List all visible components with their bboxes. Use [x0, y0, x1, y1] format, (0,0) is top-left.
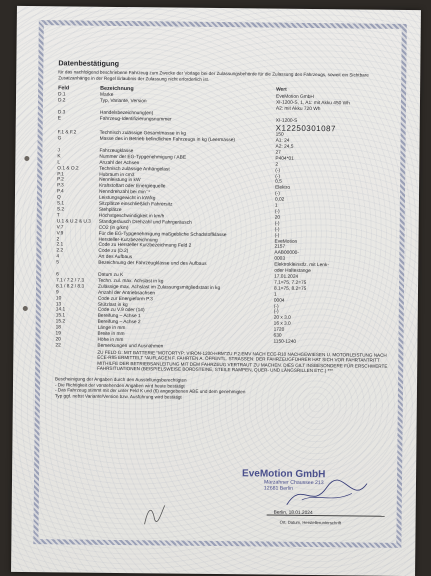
- row-wert: Elektro: [275, 185, 291, 192]
- row-feld: 22: [55, 343, 61, 349]
- row-bezeichnung: Datum zu K: [98, 272, 124, 278]
- row-wert: oder Haltestange: [274, 268, 311, 275]
- row-wert: 1: [273, 292, 277, 298]
- row-feld: F.1 & F.2: [57, 130, 77, 136]
- row-bezeichnung: Höchstgeschwindigkeit in km/h: [98, 213, 165, 220]
- row-wert: EveMotion: [274, 239, 298, 245]
- row-bezeichnung: Code zur Energieform P.3: [97, 296, 153, 302]
- row-feld: P.1: [57, 171, 64, 177]
- row-feld: S.1: [56, 201, 65, 207]
- row-feld: 6: [56, 272, 59, 278]
- row-feld: D.1: [58, 92, 66, 98]
- row-feld: P.2: [57, 177, 64, 183]
- row-bezeichnung: Code zu Hersteller Kurzbezeichnung Feld 2: [98, 243, 192, 250]
- row-feld: 9: [55, 290, 59, 296]
- row-bezeichnung: Nenndrehzahl bei min⁻¹: [98, 190, 150, 196]
- row-bezeichnung: Bereifung – Achse 2: [97, 319, 141, 326]
- row-wert: P404*01: [275, 156, 294, 162]
- document-sheet: [11, 6, 421, 576]
- row-feld: K: [57, 154, 61, 160]
- document-title: Datenbestätigung: [58, 58, 120, 68]
- row-feld: 15.2: [55, 319, 66, 325]
- row-feld: 18: [55, 325, 61, 331]
- row-bezeichnung: Sitzplätze einschließlich Fahrersitz: [98, 201, 173, 208]
- row-bezeichnung: Fahrzeugklasse: [99, 148, 134, 155]
- row-wert: 1150-1240: [273, 339, 297, 345]
- row-wert: 20 x 3.0: [273, 315, 291, 322]
- row-feld: 4: [56, 254, 60, 260]
- row-bezeichnung: Technisch zulässige Gesamtmasse in kg: [99, 130, 187, 137]
- row-wert: XI-1200-S, 1, A1: mit Akku 450 Wh: [275, 100, 350, 107]
- row-bezeichnung: Breite in mm: [97, 331, 125, 338]
- row-feld: 19: [55, 331, 61, 337]
- row-bezeichnung: Bemerkungen und Ausnahmen: [97, 343, 164, 350]
- row-feld: J: [57, 148, 60, 154]
- row-wert: (-): [273, 304, 279, 310]
- row-feld: 13: [55, 301, 62, 307]
- row-bezeichnung: Hubraum in cm3: [99, 172, 135, 178]
- row-feld: 5: [56, 260, 59, 266]
- row-feld: G: [57, 136, 62, 142]
- row-wert: 20: [274, 215, 281, 221]
- certification-heading: Bescheinigung der Angaben durch den Ausstellungsberechtigten: [55, 376, 187, 384]
- row-bezeichnung: Kraftstoffart oder Energiequelle: [99, 184, 166, 190]
- row-bezeichnung: Techn. zul. max. Achslast in kg: [98, 278, 164, 285]
- row-feld: U.1 & U.2 & U.3: [56, 219, 91, 225]
- row-wert: (-): [274, 227, 280, 233]
- row-bezeichnung: Hersteller-Kurzbezeichnung: [98, 237, 158, 243]
- header-bezeichnung: Bezeichnung: [100, 85, 134, 93]
- row-feld: 2.1: [56, 242, 64, 248]
- row-feld: 7.1 / 7.2 / 7.3: [56, 278, 85, 284]
- row-wert: (-): [275, 168, 281, 174]
- row-wert: EveMotion GmbH: [276, 94, 314, 101]
- row-feld: 8.1 / 8.2 / 8.3: [56, 284, 85, 290]
- row-feld: D.3: [57, 110, 66, 116]
- row-wert: 7.1=75, 7.2=75: [274, 280, 307, 286]
- row-feld: L: [57, 160, 61, 166]
- row-bezeichnung: Masse des in Betrieb befindlichen Fahrzeugs in kg (Leermasse): [99, 136, 236, 144]
- row-wert: 0,5: [275, 180, 282, 186]
- row-wert: 0004: [273, 298, 285, 304]
- row-wert: (-): [274, 233, 280, 239]
- row-wert: A2: 24,5: [275, 144, 294, 150]
- signature-date: Berlin, 18.01.2024: [273, 510, 313, 517]
- row-feld: 15.1: [55, 313, 66, 319]
- stamp-name: EveMotion GmbH: [242, 468, 326, 481]
- row-bezeichnung: Bereifung – Achse 1: [97, 314, 141, 320]
- row-bezeichnung: Leistungsgewicht in kW/kg: [98, 195, 156, 202]
- row-wert: 0003: [274, 256, 286, 262]
- row-feld: 2: [56, 236, 60, 242]
- stamp-city: 12681 Berlin: [263, 485, 294, 492]
- row-feld: 14.1: [55, 307, 66, 313]
- punch-hole: [24, 156, 29, 161]
- row-feld: T: [56, 213, 60, 219]
- row-wert: Elektrokleinstfz. mit Lenk-: [274, 262, 329, 269]
- row-wert: XI-1200-S: [275, 118, 298, 124]
- row-wert: 1: [274, 203, 278, 209]
- row-bezeichnung: Fahrzeug-Identifizierungsnummer: [99, 116, 172, 123]
- row-feld: 2.2: [56, 248, 64, 254]
- row-feld: O.1 & O.2: [57, 165, 79, 172]
- row-wert: (-): [275, 174, 281, 180]
- stamp-street: Marzahner Chaussee 213: [263, 479, 324, 487]
- row-wert: 0,02: [274, 197, 285, 203]
- row-wert: (-): [274, 191, 280, 197]
- document-content: [55, 58, 401, 402]
- row-wert: 2157: [274, 245, 286, 251]
- row-bezeichnung: Standgeräusch Drehzahl und Fahrgeräusch: [98, 219, 192, 226]
- row-wert: (-): [274, 221, 280, 227]
- row-wert: (-): [273, 310, 279, 316]
- row-wert: 16 x 3.0: [273, 321, 291, 328]
- row-bezeichnung: Anzahl der Antriebsachsen: [97, 290, 156, 297]
- row-bezeichnung: Stehplätze: [98, 207, 122, 214]
- header-feld: Feld: [58, 85, 70, 92]
- row-bezeichnung: Für die EG-Typgenehmigung maßgebliche Schadstoffklasse: [98, 231, 227, 238]
- row-bezeichnung: Code zu V.9 oder (14): [97, 308, 145, 314]
- certification-line: Typ ggf. nebst Variante/Version bzw. Ausführung wird bestätigt: [54, 393, 182, 400]
- row-feld: D.2: [57, 98, 66, 104]
- row-wert: X12250301087: [275, 123, 337, 133]
- row-wert: A1: 24: [275, 138, 290, 144]
- row-bezeichnung: Marke: [100, 92, 114, 99]
- remarks-text: ZU FELD G: MIT BATTERIE "MOTORTYP: VIRON-1200-HRM"ZU P.2:EMV NACH ECE-R10 NACHGEWIESEN U. MOTORLEISTUNG NACH ECE-R85 ERMITTELT *AUFLAGEN F. FAHRTEN A. ÖFFENTL. STRASSEN: DER FAHRZEUGFÜHRER HAT SICH VOR FAHRTANTRITT MITHILFE DER BETRIEBSANLEITUNG MIT DEM FAHRZEUG VERTRAUT ZU MACHEN. DIES GILT INSBESONDERE FÜR ERSCHWERTE FAHRSITUATIONEN (BEISPIELSWEISE BORDSTEINE, STEILE RAMPEN, QUER- UND LÄNGSRILLEN ETC.) ***: [97, 349, 388, 374]
- company-stamp: [242, 468, 402, 493]
- row-bezeichnung: CO2 (in g/km): [98, 225, 129, 231]
- data-table: [55, 93, 400, 353]
- punch-holes: [17, 6, 421, 10]
- row-bezeichnung: Code zu (D.2): [98, 249, 129, 255]
- row-wert: 630: [273, 333, 282, 339]
- row-bezeichnung: Nennleistung in kW: [99, 178, 141, 184]
- certification-block: [55, 377, 275, 401]
- signature-caption: Ort, Datum, Herstellerunterschrift: [279, 519, 342, 526]
- row-bezeichnung: Typ, Variante, Version: [99, 98, 147, 105]
- row-feld: S.2: [56, 207, 65, 213]
- row-wert: 8.1=75, 8.2=75: [273, 286, 307, 292]
- row-bezeichnung: Stützlast in kg: [97, 302, 128, 308]
- certification-line: - Die Richtigkeit der vorstehenden Angaben wird heute bestätigt: [54, 382, 185, 389]
- row-bezeichnung: Länge in mm: [97, 325, 126, 332]
- intro-text: für das nachfolgend beschriebene Fahrzeug zum Zwecke der Vorlage bei der Zulassungsbehörde für die Zulassung des Fahrzeugs, soweit ein Sichtbare Zusatzanhänge in der Regel Erlaubnis der Zulassung nicht erforderlich ist.: [58, 69, 369, 82]
- row-wert: 1720: [273, 327, 285, 333]
- row-feld: E: [57, 116, 62, 122]
- row-wert: (-): [274, 209, 280, 215]
- row-bezeichnung: Anzahl der Achsen: [99, 160, 140, 166]
- row-wert: 17.01.2024: [274, 274, 299, 280]
- row-feld: P.4: [57, 189, 64, 195]
- row-bezeichnung: Zulässige max. Achslast im Zulassungsmitgliedstaat in kg: [98, 284, 221, 291]
- handwritten-mark: [140, 499, 170, 529]
- row-bezeichnung: Handelsbezeichnung(en): [99, 110, 154, 117]
- row-feld: P.3: [57, 183, 64, 189]
- row-feld: Q: [56, 195, 61, 201]
- row-bezeichnung: Technisch zulässige Anhängelast: [99, 166, 170, 173]
- row-wert: 2: [275, 162, 279, 168]
- row-bezeichnung: Höhe in mm: [97, 337, 124, 343]
- header-wert: Wert: [276, 87, 287, 93]
- row-wert: AAB00000-: [274, 250, 299, 257]
- row-feld: 10: [55, 295, 62, 301]
- row-feld: V.7: [56, 225, 64, 231]
- row-feld: V.9: [56, 230, 64, 237]
- row-wert: A2: mit Akku 720 Wh: [275, 106, 321, 113]
- punch-hole: [23, 306, 28, 311]
- certification-line: - Das Fahrzeug stimmt mit der unter Feld K und (6) angegebenen ABE und dem genehmigten: [54, 387, 246, 395]
- signature-scribble: [282, 475, 372, 516]
- row-bezeichnung: Nummer der EG-Typgenehmigung / ABE: [99, 154, 187, 161]
- row-wert: 150: [275, 132, 284, 138]
- row-feld: 20: [55, 337, 61, 343]
- row-wert: 27: [275, 150, 281, 156]
- row-bezeichnung: Art des Aufbaus: [98, 255, 133, 261]
- row-bezeichnung: Bezeichnung der Fahrzeugklasse und des Aufbaus: [98, 260, 207, 268]
